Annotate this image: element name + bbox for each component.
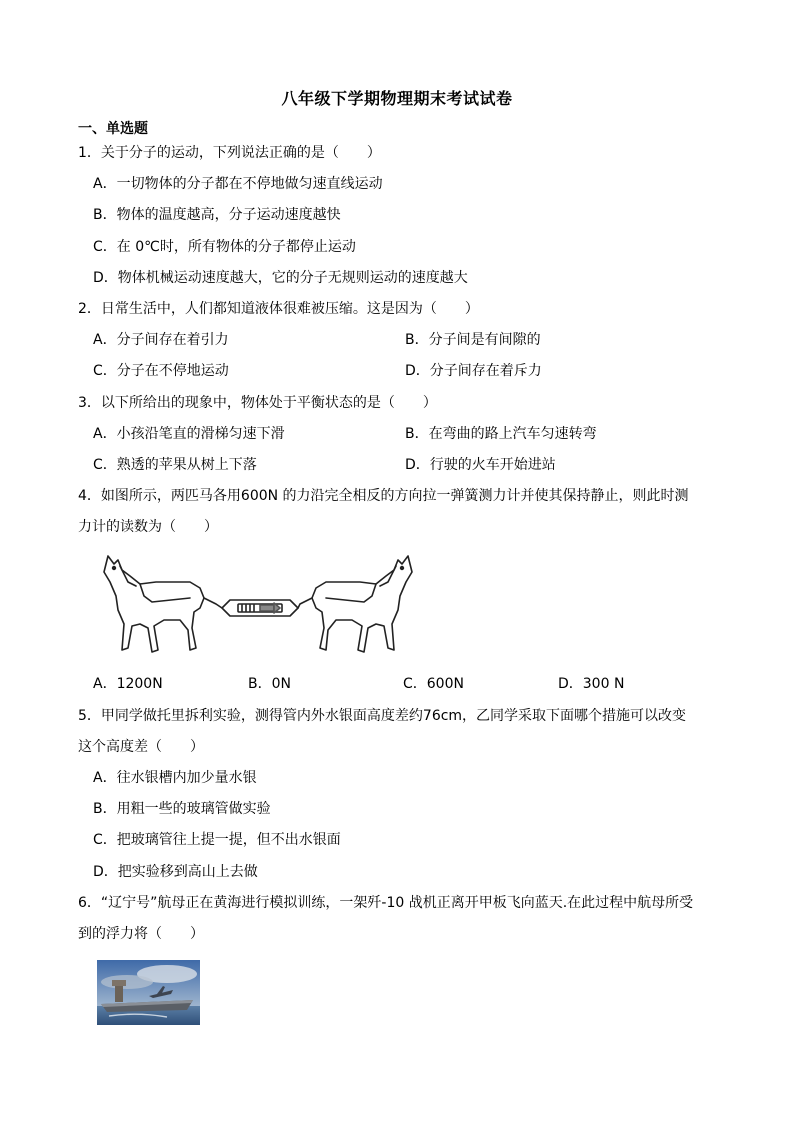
- question-5-option-a: A．往水银槽内加少量水银: [93, 770, 257, 786]
- question-2-option-c: C．分子在不停地运动: [93, 363, 229, 379]
- left-horse-icon: [104, 556, 222, 652]
- question-5-option-b: B．用粗一些的玻璃管做实验: [93, 801, 271, 817]
- question-5-stem: 5．甲同学做托里拆利实验，测得管内外水银面高度差约76cm，乙同学采取下面哪个措施可以改变: [78, 708, 687, 724]
- question-4-option-a: A．1200N: [93, 676, 163, 692]
- question-2-stem: 2．日常生活中，人们都知道液体很难被压缩。这是因为（ ）: [78, 301, 479, 317]
- question-5-stem-continued: 这个高度差（ ）: [78, 739, 204, 755]
- question-6-stem-continued: 到的浮力将（ ）: [78, 926, 204, 942]
- question-1-option-c: C．在 0℃时，所有物体的分子都停止运动: [93, 239, 356, 255]
- question-3-option-c: C．熟透的苹果从树上下落: [93, 457, 257, 473]
- question-3-stem: 3．以下所给出的现象中，物体处于平衡状态的是（ ）: [78, 395, 437, 411]
- question-3-option-a: A．小孩沿笔直的滑梯匀速下滑: [93, 426, 285, 442]
- section-heading: 一、单选题: [78, 121, 148, 137]
- question-1-stem: 1．关于分子的运动，下列说法正确的是（ ）: [78, 145, 381, 161]
- question-4-stem-continued: 力计的读数为（ ）: [78, 519, 218, 535]
- question-3-option-b: B．在弯曲的路上汽车匀速转弯: [405, 426, 597, 442]
- question-4-option-c: C．600N: [403, 676, 464, 692]
- question-3-option-d: D．行驶的火车开始进站: [405, 457, 556, 473]
- question-2-option-a: A．分子间存在着引力: [93, 332, 229, 348]
- question-1-option-d: D．物体机械运动速度越大，它的分子无规则运动的速度越大: [93, 270, 468, 286]
- question-2-option-b: B．分子间是有间隙的: [405, 332, 541, 348]
- question-4-stem: 4．如图所示，两匹马各用600N 的力沿完全相反的方向拉一弹簧测力计并使其保持静止，则此时测: [78, 488, 689, 504]
- question-5-option-c: C．把玻璃管往上提一提，但不出水银面: [93, 832, 341, 848]
- question-5-option-d: D．把实验移到高山上去做: [93, 864, 258, 880]
- spring-scale-icon: [222, 600, 298, 616]
- question-2-option-d: D．分子间存在着斥力: [405, 363, 542, 379]
- aircraft-carrier-photo: [97, 960, 200, 1025]
- right-horse-icon: [298, 556, 412, 652]
- question-4-option-b: B．0N: [248, 676, 291, 692]
- exam-title: 八年级下学期物理期末考试试卷: [281, 89, 513, 108]
- horses-pulling-spring-scale-figure: [100, 552, 416, 660]
- question-1-option-b: B．物体的温度越高，分子运动速度越快: [93, 207, 341, 223]
- question-4-option-d: D．300 N: [558, 676, 625, 692]
- question-1-option-a: A．一切物体的分子都在不停地做匀速直线运动: [93, 176, 383, 192]
- question-6-stem: 6．“辽宁号”航母正在黄海进行模拟训练，一架歼-10 战机正离开甲板飞向蓝天.在此过程中航母所受: [78, 895, 694, 911]
